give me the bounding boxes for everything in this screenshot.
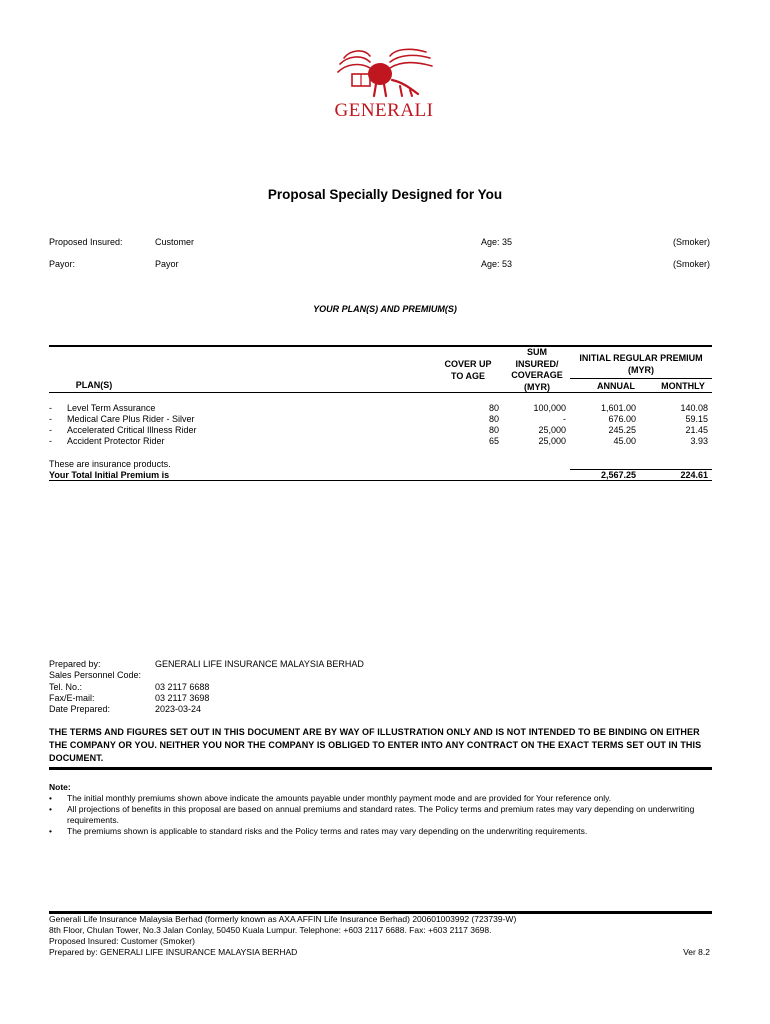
row-annual: 45.00 bbox=[613, 436, 636, 446]
footer-insured-line: Proposed Insured: Customer (Smoker) bbox=[49, 936, 195, 946]
payor-label: Payor: bbox=[49, 259, 76, 269]
total-premium-label: Your Total Initial Premium is bbox=[49, 470, 170, 480]
row-cover-age: 80 bbox=[488, 403, 499, 413]
row-annual: 676.00 bbox=[608, 414, 636, 424]
logo-wordmark: GENERALI bbox=[334, 100, 434, 121]
payor-value: Payor bbox=[155, 259, 179, 269]
row-plan-name: Level Term Assurance bbox=[67, 403, 156, 413]
col-header-sum-insured: SUM INSURED/ COVERAGE (MYR) bbox=[511, 347, 563, 392]
company-logo bbox=[330, 44, 438, 124]
fax-email-value: 03 2117 3698 bbox=[155, 692, 210, 703]
version-label: Ver 8.2 bbox=[683, 947, 710, 957]
row-cover-age: 80 bbox=[488, 414, 499, 424]
note-item: • All projections of benefits in this proposal are based on annual premiums and standard rates. The Policy terms and premium rates may vary depending on underwriting requirements. bbox=[49, 804, 695, 825]
notes-title: Note: bbox=[49, 782, 71, 792]
row-monthly: 3.93 bbox=[690, 436, 708, 446]
date-prepared-value: 2023-03-24 bbox=[155, 704, 202, 715]
page-title: Proposal Specially Designed for You bbox=[267, 187, 503, 202]
prepared-by-label: Prepared by: bbox=[49, 659, 101, 669]
table-top-rule bbox=[49, 345, 712, 347]
prepared-labels bbox=[49, 659, 141, 715]
disclaimer-rule bbox=[49, 767, 712, 770]
row-plan-name: Accelerated Critical Illness Rider bbox=[67, 425, 197, 435]
tel-label: Tel. No.: bbox=[49, 681, 83, 692]
footer-company-line: Generali Life Insurance Malaysia Berhad (formerly known as AXA AFFIN Life Insurance Berhad) 200601003992 (723739-W) bbox=[49, 914, 517, 924]
lion-emblem-icon bbox=[330, 44, 438, 100]
row-plan-name: Accident Protector Rider bbox=[67, 436, 165, 446]
row-bullet: - bbox=[49, 403, 52, 413]
prepared-by-value: GENERALI LIFE INSURANCE MALAYSIA BERHAD bbox=[155, 659, 364, 669]
sales-personnel-code-value bbox=[155, 670, 364, 681]
row-monthly: 21.45 bbox=[685, 425, 708, 435]
proposed-insured-label: Proposed Insured: bbox=[49, 237, 123, 247]
row-cover-age: 80 bbox=[488, 425, 499, 435]
col-header-initial-premium: INITIAL REGULAR PREMIUM (MYR) bbox=[579, 353, 703, 375]
payor-smoker-status: (Smoker) bbox=[672, 259, 710, 269]
row-annual: 245.25 bbox=[608, 425, 636, 435]
row-annual: 1,601.00 bbox=[600, 403, 636, 413]
notes-section bbox=[49, 782, 712, 837]
note-item: • The premiums shown is applicable to standard risks and the Policy terms and rates may vary depending on the underwriting requirements. bbox=[49, 826, 588, 836]
table-row bbox=[49, 425, 712, 436]
bullet-icon: • bbox=[49, 826, 52, 836]
table-row bbox=[49, 414, 712, 425]
total-rule bbox=[49, 480, 712, 481]
total-monthly-premium: 224.61 bbox=[680, 470, 708, 480]
table-row bbox=[49, 403, 712, 414]
footer-address-line: 8th Floor, Chulan Tower, No.3 Jalan Conlay, 50450 Kuala Lumpur. Telephone: +603 2117 6688. Fax: +603 2117 3698. bbox=[49, 925, 492, 935]
disclaimer-text: THE TERMS AND FIGURES SET OUT IN THIS DOCUMENT ARE BY WAY OF ILLUSTRATION ONLY AND IS NOT INTENDED TO BE BINDING ON EITHER THE COMPANY OR YOU. NEITHER YOU NOR THE COMPANY IS OBLIGED TO ENTER INTO ANY CONTRACT ON THE EXACT TERMS SET OUT IN THIS DOCUMENT. bbox=[49, 727, 702, 763]
proposed-insured-value: Customer bbox=[155, 237, 195, 247]
row-sum-insured: 25,000 bbox=[538, 436, 566, 446]
footer-prepared-line: Prepared by: GENERALI LIFE INSURANCE MALAYSIA BERHAD bbox=[49, 947, 298, 957]
insurance-products-note: These are insurance products. bbox=[49, 459, 171, 469]
row-plan-name: Medical Care Plus Rider - Silver bbox=[67, 414, 195, 424]
table-row bbox=[49, 436, 712, 447]
total-annual-premium: 2,567.25 bbox=[600, 470, 636, 480]
payor-age: Age: 53 bbox=[481, 259, 513, 269]
row-sum-insured: - bbox=[563, 414, 566, 424]
row-sum-insured: 100,000 bbox=[533, 403, 566, 413]
col-header-monthly: MONTHLY bbox=[661, 381, 705, 391]
plans-table-body bbox=[49, 403, 712, 447]
col-header-plans: PLAN(S) bbox=[75, 380, 113, 390]
section-title: YOUR PLAN(S) AND PREMIUM(S) bbox=[313, 304, 457, 314]
note-item: • The initial monthly premiums shown above indicate the amounts payable under monthly payment mode and are provided for Your reference only. bbox=[49, 793, 612, 803]
proposed-insured-smoker-status: (Smoker) bbox=[672, 237, 710, 247]
footer bbox=[49, 914, 516, 958]
prepared-values bbox=[155, 659, 364, 715]
row-bullet: - bbox=[49, 425, 52, 435]
date-prepared-label: Date Prepared: bbox=[49, 704, 111, 715]
premium-subheader-rule bbox=[570, 378, 712, 379]
bullet-icon: • bbox=[49, 793, 52, 803]
fax-email-label: Fax/E-mail: bbox=[49, 692, 95, 703]
total-top-rule bbox=[570, 469, 712, 470]
tel-value: 03 2117 6688 bbox=[155, 681, 210, 692]
bullet-icon: • bbox=[49, 804, 52, 814]
row-bullet: - bbox=[49, 414, 52, 424]
proposed-insured-age: Age: 35 bbox=[481, 237, 513, 247]
row-monthly: 140.08 bbox=[680, 403, 708, 413]
col-header-annual: ANNUAL bbox=[597, 381, 635, 391]
row-bullet: - bbox=[49, 436, 52, 446]
row-monthly: 59.15 bbox=[685, 414, 708, 424]
row-cover-age: 65 bbox=[488, 436, 499, 446]
sales-personnel-code-label: Sales Personnel Code: bbox=[49, 670, 142, 681]
row-sum-insured: 25,000 bbox=[538, 425, 566, 435]
col-header-cover-age: COVER UP TO AGE bbox=[444, 359, 492, 381]
